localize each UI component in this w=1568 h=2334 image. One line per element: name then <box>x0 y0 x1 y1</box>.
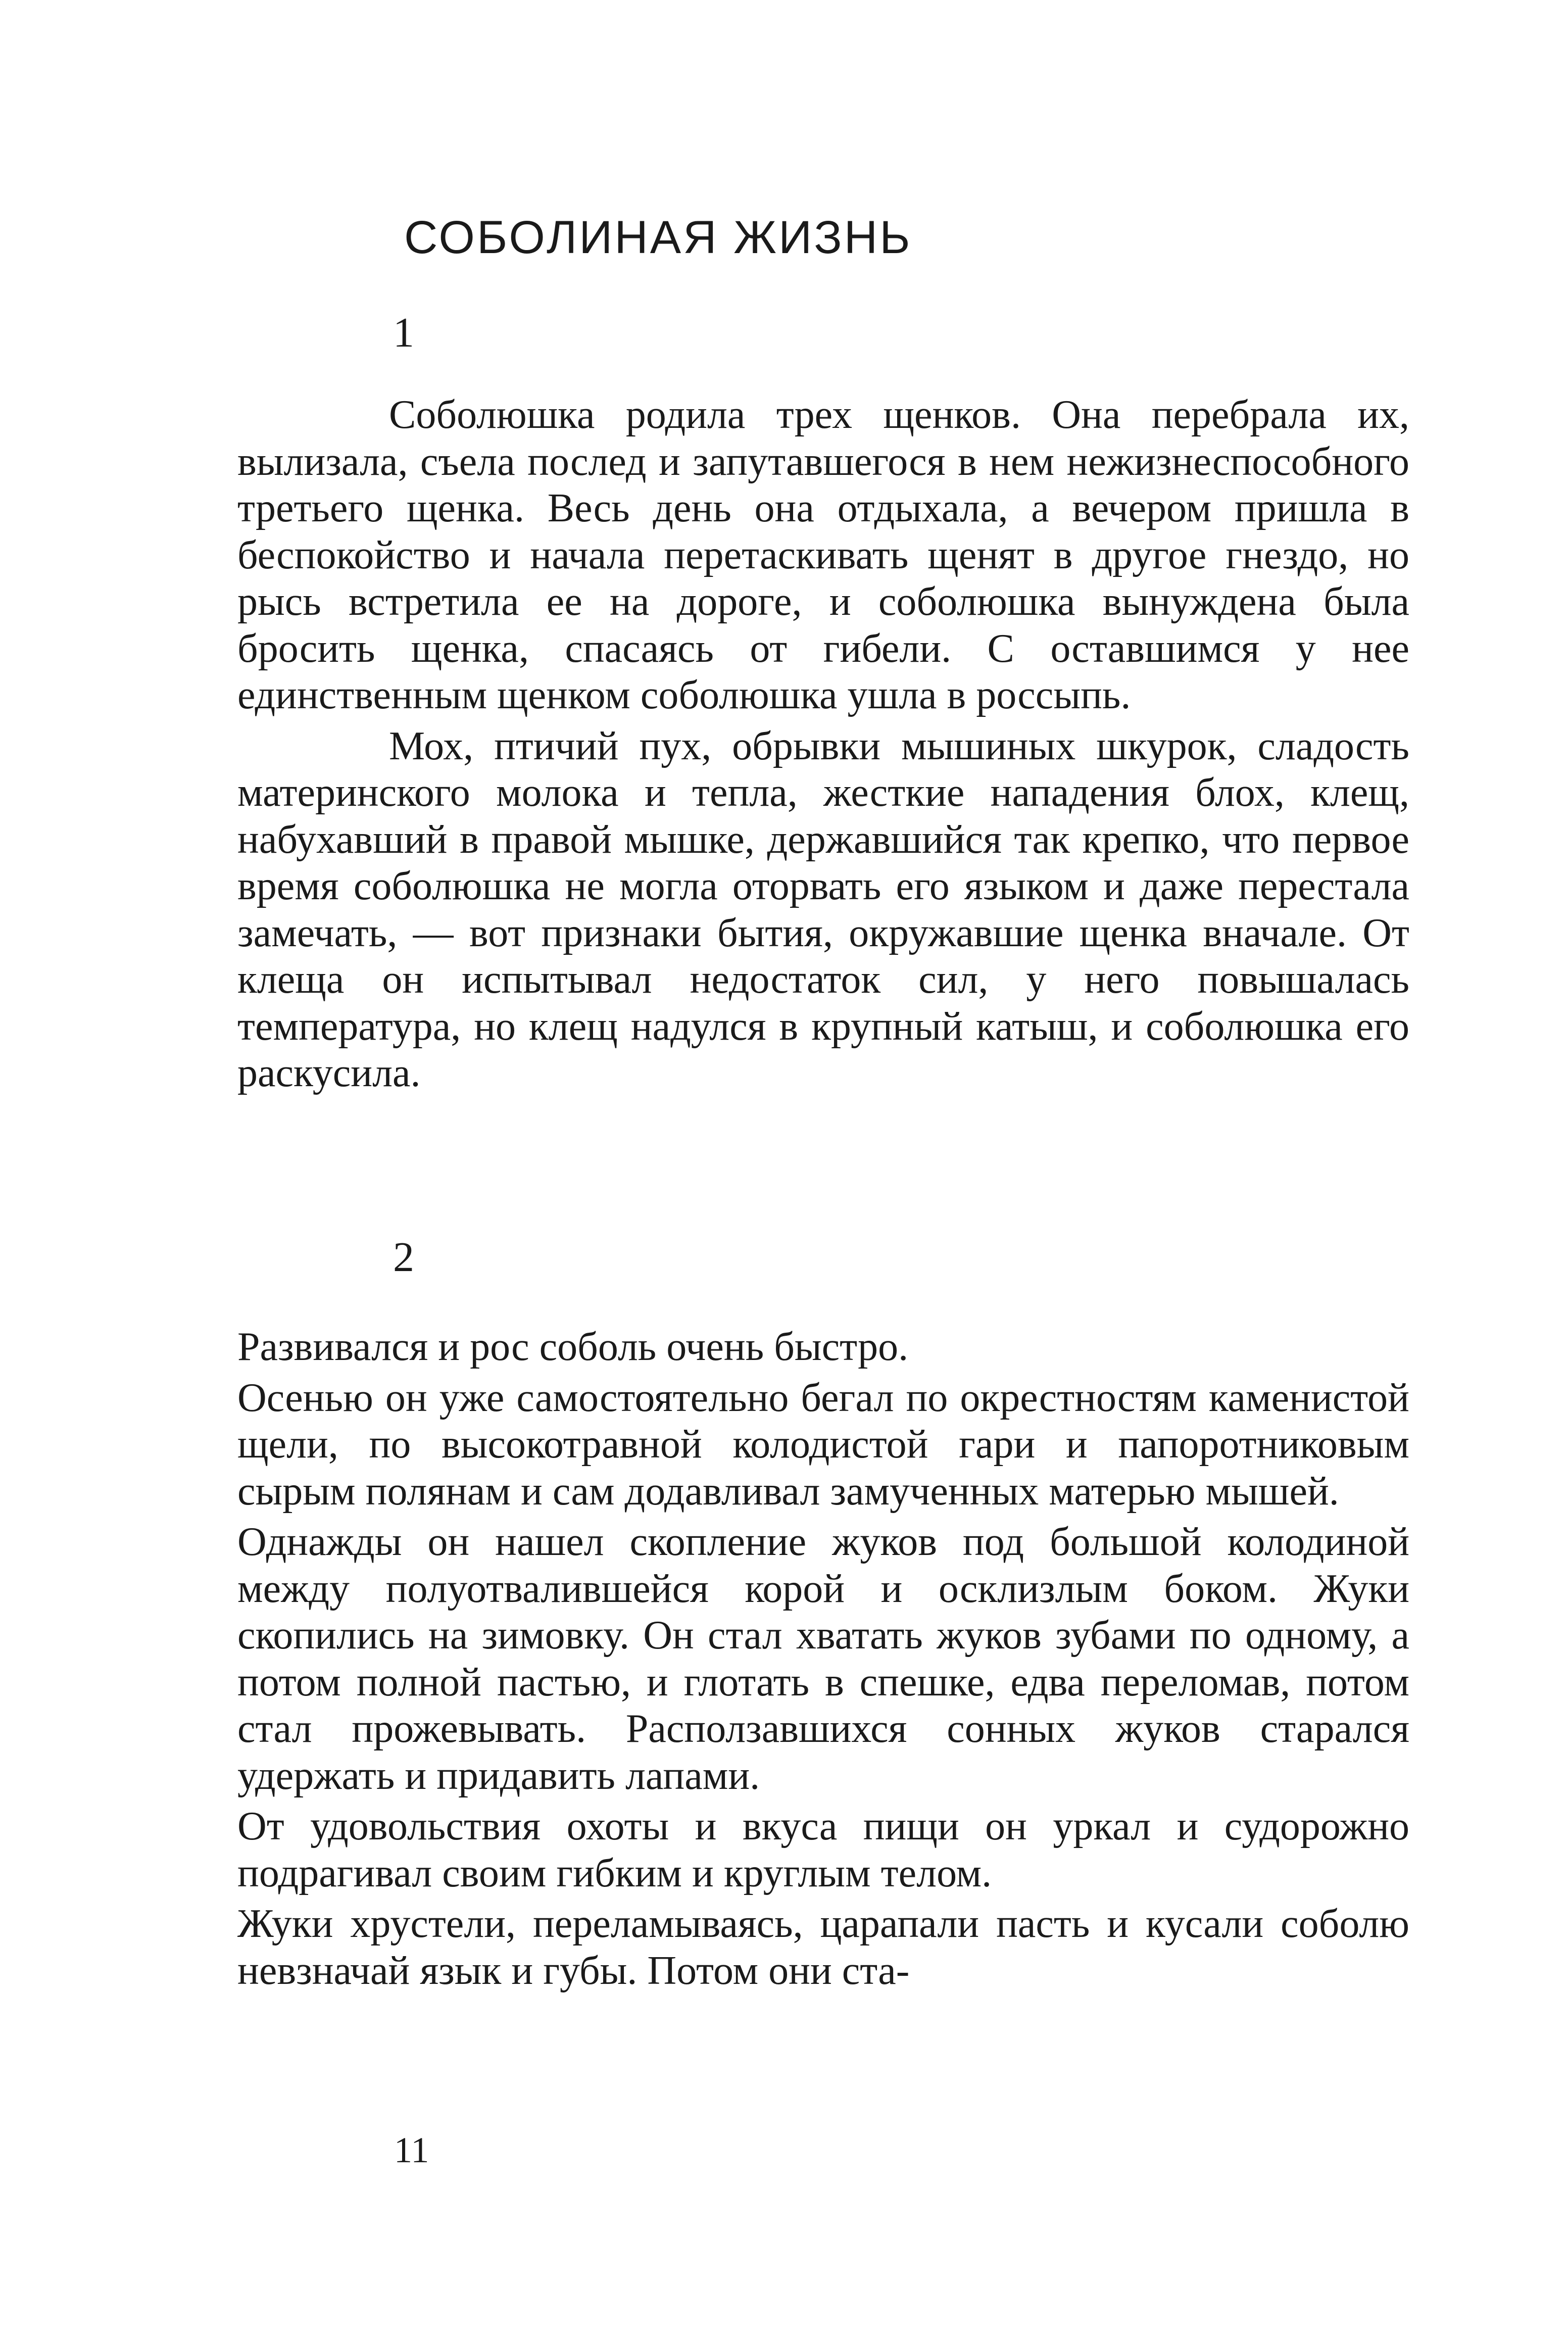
paragraph: Соболюшка родила трех щенков. Она перебрала их, вылизала, съела послед и запутавшегося в нем нежизнеспособного третьего щенка. Весь день она отдыхала, а вечером пришла в беспокойство и начала перетаскивать щенят в другое гнездо, но рысь встретила ее на дороге, и соболюшка вынуждена была бросить щенка, спасаясь от гибели. С оставшимся у нее единственным щенком соболюшка ушла в россыпь. <box>237 393 1409 717</box>
section-number-1: 1 <box>393 309 414 356</box>
paragraph: От удовольствия охоты и вкуса пищи он уркал и судорожно подрагивал своим гибким и круглым телом. <box>237 1804 1409 1895</box>
section-number-2: 2 <box>393 1234 414 1281</box>
chapter-title: СОБОЛИНАЯ ЖИЗНЬ <box>404 212 912 263</box>
paragraph: Осенью он уже самостоятельно бегал по окрестностям каменистой щели, по высокотравной колодистой гари и папоротниковым сырым полянам и сам додавливал замученных матерью мышей. <box>237 1375 1409 1514</box>
page-number: 11 <box>394 2130 429 2170</box>
section-1-text <box>237 392 1409 1097</box>
paragraph: Развивался и рос соболь очень быстро. <box>237 1325 909 1369</box>
paragraph: Жуки хрустели, переламываясь, царапали пасть и кусали соболю невзначай язык и губы. Потом они ста- <box>237 1902 1409 1993</box>
paragraph: Мох, птичий пух, обрывки мышиных шкурок, сладость материнского молока и тепла, жесткие нападения блох, клещ, набухавший в правой мышке, державшийся так крепко, что первое время соболюшка не могла оторвать его языком и даже перестала замечать, — вот признаки бытия, окружавшие щенка вначале. От клеща он испытывал недостаток сил, у него повышалась температура, но клещ надулся в крупный катыш, и соболюшка его раскусила. <box>237 723 1409 1095</box>
section-2-text <box>237 1324 1409 1994</box>
paragraph: Однажды он нашел скопление жуков под большой колодиной между полуотвалившейся корой и осклизлым боком. Жуки скопились на зимовку. Он стал хватать жуков зубами по одному, а потом полной пастью, и глотать в спешке, едва переломав, потом стал прожевывать. Расползавшихся сонных жуков старался удержать и придавить лапами. <box>237 1520 1409 1798</box>
